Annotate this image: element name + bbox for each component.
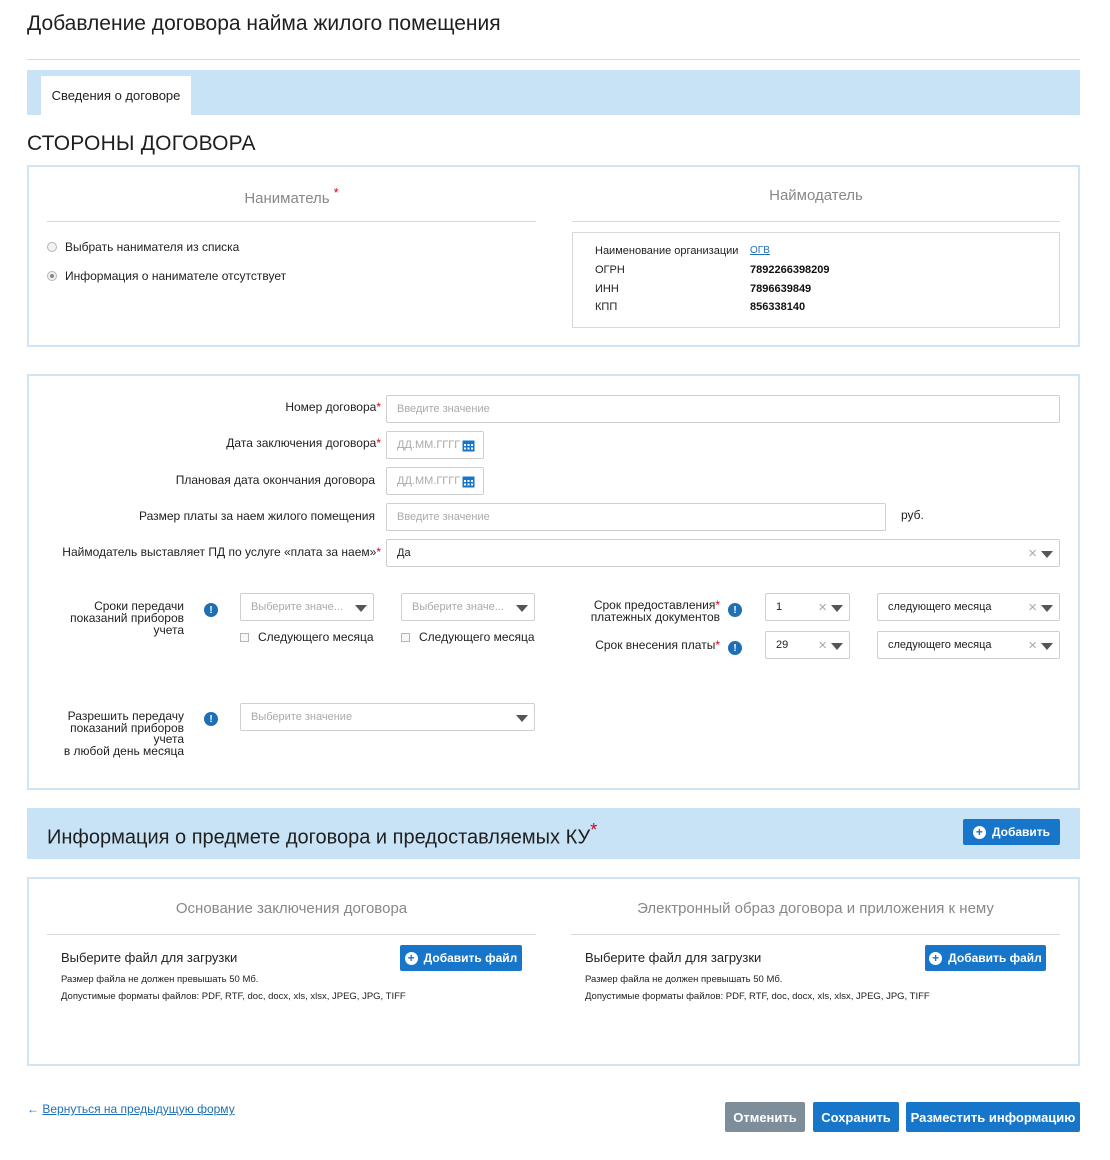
checkbox[interactable]	[401, 633, 410, 642]
selected-value: Да	[397, 547, 411, 559]
label-text: Наймодатель выставляет ПД по услуге «плата за наем»	[62, 545, 377, 559]
payment-month-select[interactable]	[877, 631, 1060, 659]
payment-docs-day-select[interactable]	[765, 593, 850, 621]
electronic-formats-note: Допустимые форматы файлов: PDF, RTF, doc, docx, xls, xlsx, JPEG, JPG, TIFF	[585, 991, 930, 1002]
planned-end-date-label: Плановая дата окончания договора	[175, 473, 375, 487]
meter-terms-label	[40, 600, 184, 636]
label-text: Номер договора	[285, 400, 377, 414]
electronic-divider	[571, 934, 1060, 935]
radio-label: Выбрать нанимателя из списка	[65, 240, 240, 254]
radio-button[interactable]	[47, 242, 57, 252]
label-line: Сроки передачи	[94, 599, 184, 613]
lessor-issues-pd-label	[47, 545, 381, 559]
chevron-down-icon[interactable]	[355, 605, 367, 612]
button-label: Добавить	[991, 825, 1051, 839]
conclusion-date-label	[47, 436, 381, 450]
page-title: Добавление договора найма жилого помещения	[27, 12, 501, 35]
tab-contract-info[interactable]: Сведения о договоре	[41, 76, 191, 115]
required-mark: *	[376, 436, 381, 450]
button-label: Добавить файл	[423, 951, 518, 965]
required-mark: *	[715, 598, 720, 612]
lessor-org-name-link[interactable]	[750, 245, 770, 256]
clear-icon[interactable]: ×	[1028, 637, 1037, 654]
radio-label: Информация о нанимателе отсутствует	[65, 269, 287, 283]
allow-any-day-select[interactable]	[240, 703, 535, 731]
lessor-title: Наймодатель	[769, 187, 863, 204]
label-text: Срок внесения платы	[595, 638, 716, 652]
plus-icon: +	[973, 826, 986, 839]
label-text: Дата заключения договора	[226, 436, 377, 450]
placeholder: Выберите значе...	[251, 601, 343, 613]
chevron-down-icon[interactable]	[1041, 643, 1053, 650]
payment-day-select[interactable]	[765, 631, 850, 659]
calendar-icon[interactable]	[462, 439, 475, 452]
clear-icon[interactable]: ×	[1028, 599, 1037, 616]
add-electronic-file-button[interactable]	[925, 945, 1046, 971]
required-mark: *	[590, 820, 598, 840]
selected-value: следующего месяца	[888, 639, 992, 651]
chevron-down-icon[interactable]	[1041, 551, 1053, 558]
placeholder: Выберите значе...	[412, 601, 504, 613]
allow-any-day-label	[40, 711, 184, 757]
selected-value: 1	[776, 601, 783, 613]
clear-icon[interactable]: ×	[818, 599, 827, 616]
button-label: Добавить файл	[948, 951, 1042, 965]
back-link-text[interactable]: Вернуться на предыдущую форму	[42, 1102, 235, 1116]
chevron-down-icon[interactable]	[516, 715, 528, 722]
label-line: в любой день месяца	[63, 743, 184, 758]
radio-select-tenant-from-list[interactable]	[47, 240, 239, 254]
electronic-title: Электронный образ договора и приложения к нему	[637, 900, 994, 917]
subject-section-title	[47, 820, 597, 850]
back-link[interactable]	[27, 1102, 235, 1116]
required-mark: *	[376, 400, 381, 414]
checkbox-label: Следующего месяца	[258, 630, 374, 644]
basis-divider	[47, 934, 536, 935]
info-icon[interactable]: !	[728, 603, 742, 617]
clear-icon[interactable]: ×	[818, 637, 827, 654]
meter-term-from-select[interactable]	[240, 593, 374, 621]
required-mark: *	[715, 638, 720, 652]
cancel-button[interactable]: Отменить	[725, 1102, 805, 1132]
inn-label: ИНН	[595, 283, 619, 295]
chevron-down-icon[interactable]	[831, 643, 843, 650]
tenant-divider	[47, 221, 536, 222]
kpp-value: 856338140	[750, 301, 806, 313]
radio-tenant-info-absent[interactable]	[47, 269, 286, 283]
title-text: Информация о предмете договора и предоставляемых КУ	[47, 826, 591, 849]
placeholder: Введите значение	[397, 511, 490, 523]
publish-button[interactable]: Разместить информацию	[906, 1102, 1080, 1132]
payment-docs-term-label	[560, 599, 720, 623]
kpp-label: КПП	[595, 301, 618, 313]
placeholder: Выберите значение	[251, 711, 353, 723]
title-divider	[27, 59, 1080, 60]
conclusion-date-input[interactable]	[386, 431, 484, 459]
plus-icon: +	[929, 952, 942, 965]
next-month-checkbox-from[interactable]	[240, 630, 374, 644]
add-subject-button[interactable]	[963, 819, 1060, 845]
payment-docs-month-select[interactable]	[877, 593, 1060, 621]
contract-number-input[interactable]	[386, 395, 1060, 423]
placeholder: Введите значение	[397, 403, 490, 415]
parties-heading: СТОРОНЫ ДОГОВОРА	[27, 132, 256, 155]
chevron-down-icon[interactable]	[516, 605, 528, 612]
ogrn-value: 7892266398209	[750, 264, 830, 276]
info-icon[interactable]: !	[728, 641, 742, 655]
checkbox-label: Следующего месяца	[419, 630, 535, 644]
basis-choose-file-label: Выберите файл для загрузки	[61, 950, 238, 965]
label-line: Срок предоставления	[593, 598, 716, 612]
tenant-title-label: Наниматель	[244, 190, 330, 207]
info-icon[interactable]: !	[204, 712, 218, 726]
tenant-title	[47, 186, 536, 207]
add-basis-file-button[interactable]	[400, 945, 522, 971]
electronic-size-note: Размер файла не должен превышать 50 Мб.	[585, 974, 783, 985]
rent-amount-label: Размер платы за наем жилого помещения	[138, 509, 375, 523]
ogrn-label: ОГРН	[595, 264, 625, 276]
lessor-org-name-label: Наименование организации	[595, 245, 739, 257]
clear-icon[interactable]: ×	[1028, 545, 1037, 562]
selected-value: следующего месяца	[888, 601, 992, 613]
checkbox[interactable]	[240, 633, 249, 642]
rent-unit: руб.	[901, 508, 924, 522]
contract-number-label	[47, 400, 381, 414]
electronic-choose-file-label: Выберите файл для загрузки	[585, 950, 762, 965]
selected-value: 29	[776, 639, 789, 651]
info-icon[interactable]: !	[204, 603, 218, 617]
next-month-checkbox-to[interactable]	[401, 630, 535, 644]
required-mark: *	[376, 545, 381, 559]
rent-amount-input[interactable]	[386, 503, 886, 531]
planned-end-date-input[interactable]	[386, 467, 484, 495]
required-mark: *	[333, 186, 339, 200]
placeholder: ДД.ММ.ГГГГ	[397, 439, 461, 451]
basis-title: Основание заключения договора	[175, 900, 408, 917]
save-button[interactable]: Сохранить	[813, 1102, 899, 1132]
meter-term-to-select[interactable]	[401, 593, 535, 621]
label-line: платежных документов	[590, 610, 720, 624]
lessor-issues-pd-select[interactable]	[386, 539, 1060, 567]
basis-size-note: Размер файла не должен превышать 50 Мб.	[61, 974, 259, 985]
radio-button-checked[interactable]	[47, 271, 57, 281]
org-link-text[interactable]: ОГВ	[750, 245, 770, 256]
inn-value: 7896639849	[750, 283, 812, 295]
label-line: Разрешить передачу	[67, 709, 184, 723]
chevron-down-icon[interactable]	[831, 605, 843, 612]
label-line: показаний приборов учета	[70, 611, 184, 637]
arrow-left-icon: ←	[27, 1102, 39, 1116]
chevron-down-icon[interactable]	[1041, 605, 1053, 612]
calendar-icon[interactable]	[462, 475, 475, 488]
payment-term-label	[560, 638, 720, 652]
placeholder: ДД.ММ.ГГГГ	[397, 475, 461, 487]
label-line: показаний приборов учета	[70, 720, 184, 746]
plus-icon: +	[405, 952, 418, 965]
basis-formats-note: Допустимые форматы файлов: PDF, RTF, doc, docx, xls, xlsx, JPEG, JPG, TIFF	[61, 991, 406, 1002]
lessor-divider	[572, 221, 1060, 222]
